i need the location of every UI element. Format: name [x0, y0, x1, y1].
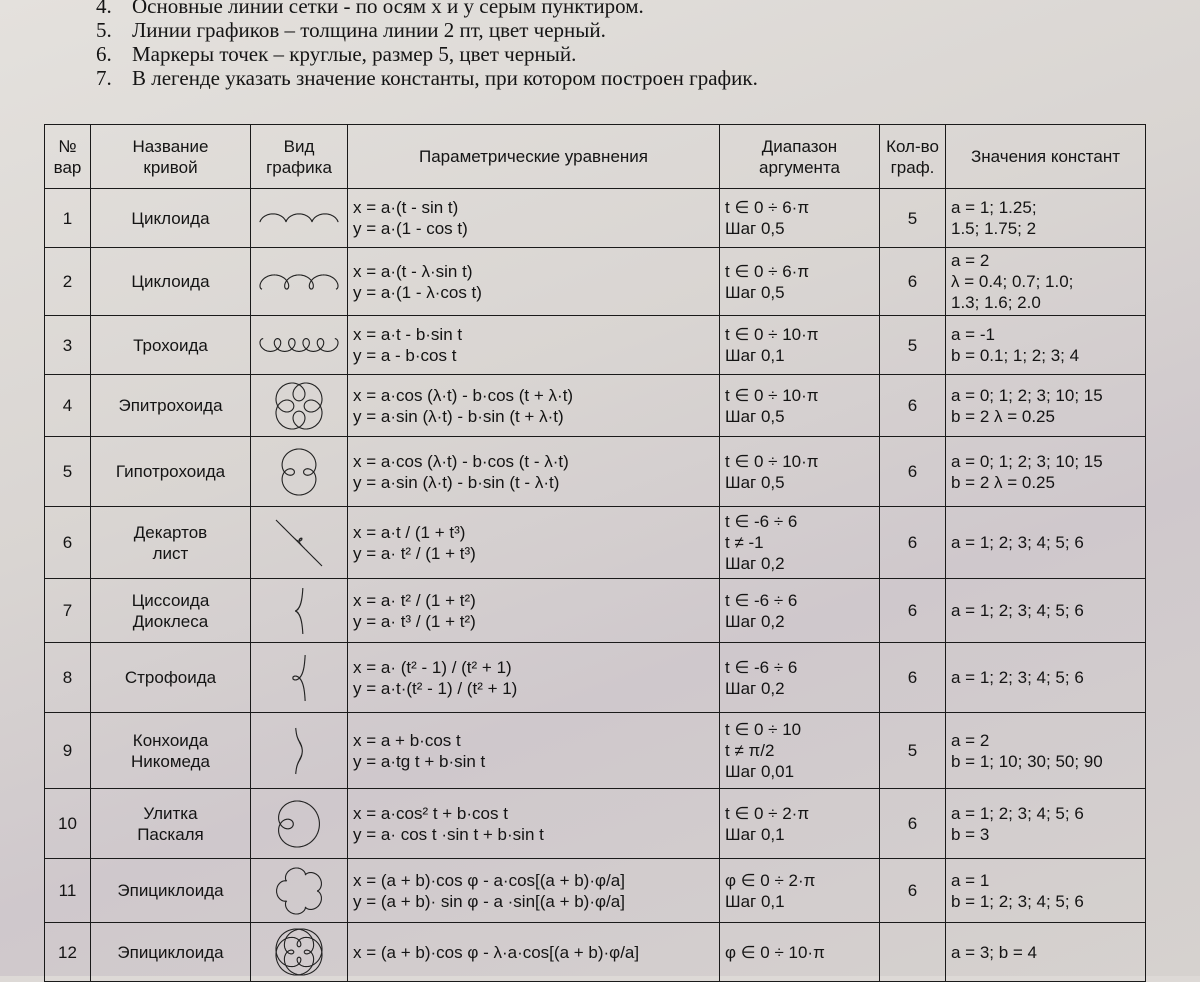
curve-name-line: Эпициклоида	[117, 881, 224, 900]
parametric-equations	[348, 713, 720, 789]
curve-sketch-cell	[251, 643, 348, 713]
constant-values	[946, 437, 1146, 507]
graph-count: 6	[880, 248, 946, 316]
equation-line: x = a·cos² t + b·cos t	[353, 803, 508, 823]
range-line: Шаг 0,2	[725, 611, 785, 631]
epitrochoid-icon	[256, 379, 342, 433]
argument-range	[720, 579, 880, 643]
header-num	[45, 125, 91, 189]
range-line: t ≠ π/2	[725, 741, 775, 760]
table-row	[45, 316, 1146, 375]
equation-line: y = a· t³ / (1 + t²)	[353, 611, 476, 631]
constant-line: 1.3; 1.6; 2.0	[951, 293, 1041, 312]
header-equations	[348, 125, 720, 189]
equation-line: x = a·t - b·sin t	[353, 325, 463, 344]
rule-item	[96, 0, 996, 18]
looped-cycloid-icon	[256, 255, 342, 309]
constant-line: a = 1; 2; 3; 4; 5; 6	[951, 668, 1084, 687]
range-line: Шаг 0,5	[725, 406, 785, 426]
curve-name-line: Циссоида	[131, 590, 210, 610]
curve-name	[91, 789, 251, 859]
argument-range	[720, 643, 880, 713]
table-row	[45, 507, 1146, 579]
range-line: t ∈ 0 ÷ 10·π	[725, 325, 819, 344]
rule-item	[96, 66, 996, 90]
header-count	[880, 125, 946, 189]
variant-number: 5	[45, 437, 91, 507]
curve-sketch-cell	[251, 713, 348, 789]
parametric-equations	[348, 316, 720, 375]
graph-count: 6	[880, 859, 946, 923]
equation-line: y = a· cos t ·sin t + b·sin t	[353, 824, 544, 844]
rule-number: 6.	[96, 42, 112, 66]
constant-line: b = 2 λ = 0.25	[951, 472, 1055, 492]
header-line: Вид	[283, 136, 315, 156]
curve-sketch-cell	[251, 859, 348, 923]
parametric-equations	[348, 579, 720, 643]
constant-line: a = 1; 2; 3; 4; 5; 6	[951, 533, 1084, 552]
rule-text: В легенде указать значение константы, при котором построен график.	[132, 66, 758, 90]
header-line: №	[58, 136, 77, 156]
parametric-equations	[348, 789, 720, 859]
constant-values	[946, 789, 1146, 859]
argument-range	[720, 859, 880, 923]
constant-line: b = 1; 2; 3; 4; 5; 6	[951, 891, 1084, 911]
table-row	[45, 248, 1146, 316]
curve-name	[91, 859, 251, 923]
constant-values	[946, 507, 1146, 579]
constant-line: a = 0; 1; 2; 3; 10; 15	[951, 385, 1103, 405]
equation-line: x = a·cos (λ·t) - b·cos (t + λ·t)	[353, 385, 574, 405]
rule-number: 4.	[96, 0, 112, 18]
graph-count: 5	[880, 316, 946, 375]
rule-item	[96, 18, 996, 42]
header-line: аргумента	[759, 157, 840, 177]
strophoid-icon	[256, 651, 342, 705]
variant-number: 9	[45, 713, 91, 789]
range-line: Шаг 0,01	[725, 762, 795, 781]
graph-count: 6	[880, 437, 946, 507]
curve-name-line: Циклоида	[131, 208, 210, 228]
argument-range	[720, 437, 880, 507]
equation-line: x = a·(t - sin t)	[353, 198, 459, 217]
constant-line: a = 0; 1; 2; 3; 10; 15	[951, 451, 1103, 471]
cissoid-icon	[256, 584, 342, 638]
curve-name-line: Эпициклоида	[117, 942, 224, 962]
graph-count: 5	[880, 713, 946, 789]
equation-line: y = (a + b)· sin φ - a ·sin[(a + b)·φ/a]	[353, 891, 625, 911]
constant-values	[946, 316, 1146, 375]
folium-icon	[256, 516, 342, 570]
equation-line: x = a· (t² - 1) / (t² + 1)	[353, 657, 512, 677]
epicycloid-icon	[256, 864, 342, 918]
parametric-equations	[348, 859, 720, 923]
range-line: t ∈ 0 ÷ 2·π	[725, 803, 810, 823]
rule-text: Маркеры точек – круглые, размер 5, цвет черный.	[132, 42, 577, 66]
curve-name	[91, 713, 251, 789]
curve-name	[91, 643, 251, 713]
range-line: t ∈ 0 ÷ 10·π	[725, 385, 819, 405]
curve-name-line: Строфоида	[124, 668, 217, 687]
constant-values	[946, 713, 1146, 789]
argument-range	[720, 923, 880, 982]
rule-text: Основные линии сетки - по осям x и y серым пунктиром.	[132, 0, 644, 18]
table-row	[45, 789, 1146, 859]
equation-line: y = a·sin (λ·t) - b·sin (t + λ·t)	[353, 406, 564, 426]
range-line: t ≠ -1	[725, 533, 764, 552]
range-line: Шаг 0,1	[725, 824, 785, 844]
range-line: Шаг 0,2	[725, 678, 785, 698]
range-line: φ ∈ 0 ÷ 10·π	[725, 942, 825, 962]
header-line: Название	[132, 136, 209, 156]
argument-range	[720, 789, 880, 859]
rule-item	[96, 42, 996, 66]
constant-values	[946, 859, 1146, 923]
range-line: Шаг 0,5	[725, 219, 785, 238]
constant-line: a = 2	[951, 251, 990, 270]
curve-sketch-cell	[251, 789, 348, 859]
range-line: t ∈ 0 ÷ 10·π	[725, 451, 819, 471]
curve-name-line: Паскаля	[137, 824, 204, 844]
variant-number: 2	[45, 248, 91, 316]
curve-name-line: Эпитрохоида	[118, 396, 223, 415]
header-line: Значения констант	[970, 147, 1121, 166]
header-line: Диапазон	[761, 136, 838, 156]
curve-name	[91, 437, 251, 507]
curve-name-line: Улитка	[143, 803, 198, 823]
constant-values	[946, 579, 1146, 643]
variant-number: 4	[45, 375, 91, 437]
argument-range	[720, 507, 880, 579]
curve-sketch-cell	[251, 579, 348, 643]
constant-line: a = 2	[951, 730, 990, 750]
curves-table	[44, 124, 1146, 982]
header-line: графика	[266, 157, 332, 177]
trochoid-icon	[256, 318, 342, 372]
header-range	[720, 125, 880, 189]
constant-line: 1.5; 1.75; 2	[951, 219, 1037, 238]
constant-line: a = 3; b = 4	[951, 942, 1038, 962]
graph-count: 5	[880, 189, 946, 248]
curve-name-line: Декартов	[133, 522, 208, 542]
curve-name	[91, 248, 251, 316]
graph-count: 6	[880, 789, 946, 859]
equation-line: x = (a + b)·cos φ - a·cos[(a + b)·φ/a]	[353, 870, 625, 890]
constant-line: b = 1; 10; 30; 50; 90	[951, 751, 1103, 771]
parametric-equations	[348, 189, 720, 248]
curve-sketch-cell	[251, 437, 348, 507]
argument-range	[720, 189, 880, 248]
constant-line: a = 1; 2; 3; 4; 5; 6	[951, 803, 1084, 823]
variant-number: 7	[45, 579, 91, 643]
equation-line: y = a·t·(t² - 1) / (t² + 1)	[353, 678, 518, 698]
range-line: t ∈ -6 ÷ 6	[725, 590, 798, 610]
header-constants	[946, 125, 1146, 189]
equation-line: x = a + b·cos t	[353, 730, 461, 750]
table-row	[45, 579, 1146, 643]
curve-name	[91, 375, 251, 437]
equation-line: x = a·t / (1 + t³)	[353, 522, 466, 542]
constant-line: λ = 0.4; 0.7; 1.0;	[951, 272, 1074, 291]
header-line: Параметрические уравнения	[418, 147, 648, 166]
table-row	[45, 437, 1146, 507]
curve-name-line: Конхоида	[132, 730, 209, 750]
header-line: граф.	[890, 157, 935, 177]
table-row	[45, 859, 1146, 923]
parametric-equations	[348, 248, 720, 316]
range-line: Шаг 0,5	[725, 472, 785, 492]
header-line: вар	[53, 157, 82, 177]
constant-line: a = 1; 2; 3; 4; 5; 6	[951, 601, 1084, 620]
curve-sketch-cell	[251, 316, 348, 375]
equation-line: y = a·(1 - λ·cos t)	[353, 282, 482, 302]
argument-range	[720, 316, 880, 375]
parametric-equations	[348, 643, 720, 713]
curve-sketch-cell	[251, 507, 348, 579]
curve-sketch-cell	[251, 248, 348, 316]
parametric-equations	[348, 923, 720, 982]
constant-line: a = -1	[951, 325, 995, 344]
range-line: Шаг 0,1	[725, 891, 785, 911]
table-row	[45, 189, 1146, 248]
curve-sketch-cell	[251, 189, 348, 248]
equation-line: y = a - b·cos t	[353, 346, 457, 365]
curve-name-line: Диоклеса	[132, 611, 209, 631]
range-line: t ∈ 0 ÷ 6·π	[725, 261, 810, 281]
parametric-equations	[348, 437, 720, 507]
constant-line: b = 3	[951, 824, 990, 844]
equation-line: y = a· t² / (1 + t³)	[353, 543, 476, 563]
graph-count: 6	[880, 643, 946, 713]
argument-range	[720, 248, 880, 316]
curve-name	[91, 579, 251, 643]
curve-name	[91, 507, 251, 579]
constant-values	[946, 375, 1146, 437]
curve-name-line: Гипотрохоида	[115, 462, 226, 481]
variant-number: 1	[45, 189, 91, 248]
parametric-equations	[348, 507, 720, 579]
equation-line: x = (a + b)·cos φ - λ·a·cos[(a + b)·φ/a]	[353, 942, 640, 962]
limacon-icon	[256, 797, 342, 851]
header-sketch	[251, 125, 348, 189]
range-line: Шаг 0,2	[725, 554, 785, 573]
rule-number: 5.	[96, 18, 112, 42]
constant-line: b = 2 λ = 0.25	[951, 406, 1055, 426]
range-line: Шаг 0,5	[725, 282, 785, 302]
variant-number: 12	[45, 923, 91, 982]
table-row	[45, 375, 1146, 437]
equation-line: y = a·(1 - cos t)	[353, 219, 468, 238]
table-row	[45, 713, 1146, 789]
variant-number: 6	[45, 507, 91, 579]
range-line: t ∈ 0 ÷ 6·π	[725, 198, 810, 217]
range-line: t ∈ -6 ÷ 6	[725, 657, 798, 677]
curve-name	[91, 316, 251, 375]
curve-sketch-cell	[251, 923, 348, 982]
constant-values	[946, 643, 1146, 713]
parametric-equations	[348, 375, 720, 437]
range-line: Шаг 0,1	[725, 346, 785, 365]
constant-line: b = 0.1; 1; 2; 3; 4	[951, 346, 1080, 365]
curve-name	[91, 189, 251, 248]
cycloid-icon	[256, 191, 342, 245]
table-row	[45, 643, 1146, 713]
constant-values	[946, 248, 1146, 316]
argument-range	[720, 713, 880, 789]
graph-count: 6	[880, 507, 946, 579]
constant-line: a = 1; 1.25;	[951, 198, 1037, 217]
table-row	[45, 923, 1146, 982]
range-line: φ ∈ 0 ÷ 2·π	[725, 870, 816, 890]
graph-count	[880, 923, 946, 982]
curve-name-line: Никомеда	[131, 751, 210, 771]
rule-number: 7.	[96, 66, 112, 90]
variant-number: 3	[45, 316, 91, 375]
equation-line: x = a· t² / (1 + t²)	[353, 590, 476, 610]
equation-line: x = a·(t - λ·sin t)	[353, 261, 473, 281]
curve-name-line: лист	[152, 543, 189, 563]
variant-number: 10	[45, 789, 91, 859]
range-line: t ∈ 0 ÷ 10	[725, 720, 802, 739]
graph-count: 6	[880, 579, 946, 643]
curve-sketch-cell	[251, 375, 348, 437]
rule-text: Линии графиков – толщина линии 2 пт, цвет черный.	[132, 18, 606, 42]
variant-number: 11	[45, 859, 91, 923]
equation-line: y = a·sin (λ·t) - b·sin (t - λ·t)	[353, 472, 560, 492]
curve-name-line: Трохоида	[133, 335, 208, 355]
constant-line: a = 1	[951, 870, 990, 890]
argument-range	[720, 375, 880, 437]
epicycloid-rose-icon	[256, 925, 342, 979]
constant-values	[946, 923, 1146, 982]
table-header-row	[45, 125, 1146, 189]
constant-values	[946, 189, 1146, 248]
curve-name	[91, 923, 251, 982]
range-line: t ∈ -6 ÷ 6	[725, 512, 798, 531]
rules-list	[96, 0, 996, 90]
header-line: Кол-во	[886, 136, 939, 156]
header-line: кривой	[143, 157, 198, 177]
equation-line: y = a·tg t + b·sin t	[353, 751, 486, 771]
curve-name-line: Циклоида	[131, 272, 210, 291]
conchoid-icon	[256, 724, 342, 778]
graph-count: 6	[880, 375, 946, 437]
hypotrochoid-icon	[256, 445, 342, 499]
variant-number: 8	[45, 643, 91, 713]
equation-line: x = a·cos (λ·t) - b·cos (t - λ·t)	[353, 451, 569, 471]
header-name	[91, 125, 251, 189]
